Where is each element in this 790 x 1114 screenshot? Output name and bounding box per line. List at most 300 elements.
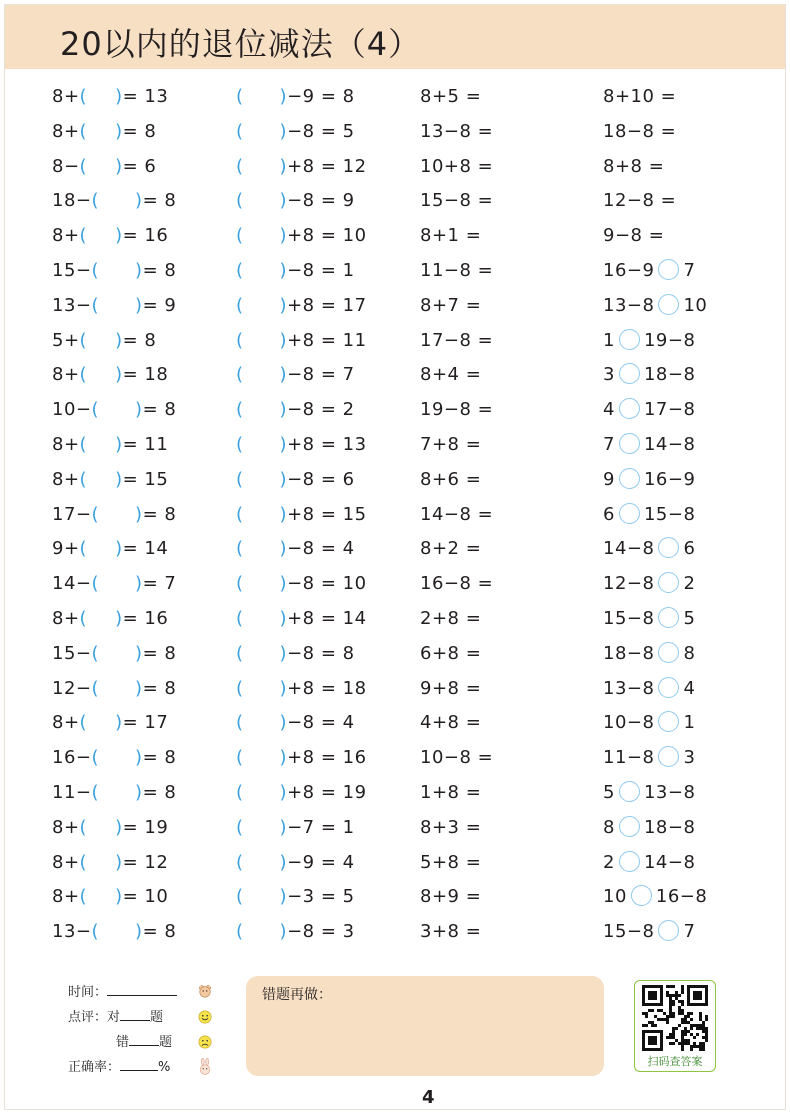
- compare-right: 8: [683, 642, 696, 664]
- compare-left: 5: [603, 781, 615, 803]
- equation-row: [603, 706, 707, 741]
- equation-row: [236, 80, 367, 115]
- answer-bracket-close: ): [135, 259, 143, 281]
- answer-bracket-close: ): [279, 294, 288, 316]
- compare-right: 18−8: [643, 364, 696, 386]
- compare-circle[interactable]: [619, 433, 640, 454]
- compare-right: 6: [683, 538, 696, 560]
- equation-row: [236, 324, 367, 359]
- answer-bracket-open[interactable]: (: [236, 573, 244, 595]
- equation-row: [52, 880, 176, 915]
- equation-suffix: +8 = 18: [287, 677, 367, 699]
- answer-bracket-open[interactable]: (: [91, 677, 100, 699]
- time-row: [68, 980, 177, 1005]
- compare-circle[interactable]: [619, 503, 640, 524]
- equation-prefix: 18−: [52, 190, 92, 212]
- equation-row: [236, 811, 367, 846]
- compare-right: 16−8: [655, 886, 708, 908]
- equation-row[interactable]: 17−8 =: [420, 329, 494, 351]
- answer-bracket-close: ): [115, 538, 123, 560]
- answer-bracket-open[interactable]: (: [236, 86, 244, 107]
- equation-row[interactable]: 16−8 =: [420, 573, 494, 595]
- compare-circle[interactable]: [658, 711, 679, 732]
- answer-bracket-close: ): [279, 781, 288, 803]
- compare-circle[interactable]: [658, 607, 679, 628]
- equation-row: [52, 324, 176, 359]
- compare-left: 14−8: [603, 538, 655, 560]
- answer-bracket-open[interactable]: (: [236, 538, 244, 560]
- compare-right: 17−8: [643, 399, 696, 421]
- answer-bracket-close: ): [135, 642, 143, 664]
- equation-prefix: 8+: [52, 816, 80, 838]
- compare-circle[interactable]: [619, 781, 640, 802]
- equation-row[interactable]: 10−8 =: [420, 747, 494, 769]
- equation-row: [52, 602, 176, 637]
- equation-suffix: −8 = 7: [287, 364, 355, 386]
- equation-suffix: = 8: [142, 399, 177, 421]
- equation-prefix: 8+: [52, 120, 80, 142]
- answer-bracket-close: ): [279, 399, 288, 421]
- answer-bracket-open[interactable]: (: [236, 886, 244, 908]
- equation-prefix: 11−: [52, 781, 92, 803]
- answer-bracket-close: ): [279, 851, 288, 873]
- equation-row[interactable]: 19−8 =: [420, 399, 494, 421]
- compare-left: 13−8: [603, 677, 655, 699]
- answer-bracket-open[interactable]: (: [236, 468, 244, 490]
- equation-suffix: +8 = 16: [287, 747, 367, 769]
- equation-row[interactable]: 8+5 =: [420, 86, 482, 107]
- equation-prefix: 8+: [52, 468, 80, 490]
- answer-bracket-open[interactable]: (: [236, 190, 244, 212]
- answer-bracket-open[interactable]: (: [79, 155, 88, 177]
- equation-suffix: = 17: [122, 712, 169, 734]
- equation-suffix: −3 = 5: [287, 886, 355, 908]
- answer-bracket-open[interactable]: (: [236, 399, 244, 421]
- equation-row[interactable]: 8+2 =: [420, 538, 482, 560]
- equation-row[interactable]: 7+8 =: [420, 433, 482, 455]
- equation-row: [603, 324, 707, 359]
- equation-row: [52, 80, 176, 115]
- equation-suffix: −7 = 1: [287, 816, 355, 838]
- answer-bracket-open[interactable]: (: [236, 781, 244, 803]
- compare-right: 15−8: [643, 503, 696, 525]
- compare-circle[interactable]: [619, 468, 640, 489]
- equation-suffix: = 9: [142, 294, 177, 316]
- compare-left: 13−8: [603, 294, 655, 316]
- answer-bracket-close: ): [279, 573, 288, 595]
- equation-row: [236, 672, 367, 707]
- equation-row: [236, 915, 367, 950]
- equation-suffix: = 8: [122, 120, 157, 142]
- equation-suffix: +8 = 15: [287, 503, 367, 525]
- equation-row: [603, 811, 707, 846]
- equation-row: [236, 393, 367, 428]
- time-blank[interactable]: [107, 981, 177, 996]
- answer-bracket-close: ): [115, 329, 123, 351]
- compare-left: 8+8 =: [603, 155, 665, 177]
- equation-row: [603, 567, 707, 602]
- equation-row: [603, 463, 707, 498]
- answer-bracket-open[interactable]: (: [91, 781, 100, 803]
- equation-row: [603, 80, 707, 115]
- answer-bracket-open[interactable]: (: [236, 503, 244, 525]
- equation-row: [52, 811, 176, 846]
- equation-row[interactable]: 8+6 =: [420, 468, 482, 490]
- equation-row: [603, 254, 707, 289]
- compare-right: 16−9: [643, 468, 696, 490]
- equation-suffix: −8 = 6: [287, 468, 355, 490]
- wrong-questions-title: 错题再做：: [262, 987, 332, 1003]
- equation-prefix: 13−: [52, 294, 92, 316]
- compare-left: 15−8: [603, 607, 655, 629]
- answer-bracket-open[interactable]: (: [236, 120, 244, 142]
- equation-prefix: 15−: [52, 259, 92, 281]
- equation-row[interactable]: 11−8 =: [420, 259, 494, 281]
- compare-left: 3: [603, 364, 615, 386]
- answer-bracket-close: ): [115, 607, 123, 629]
- equation-row: [603, 880, 707, 915]
- equation-prefix: 10−: [52, 399, 92, 421]
- compare-left: 9−8 =: [603, 225, 665, 247]
- equation-row[interactable]: 4+8 =: [420, 712, 482, 734]
- answer-bracket-close: ): [135, 573, 143, 595]
- column-2: [236, 80, 367, 950]
- equation-suffix: = 18: [122, 364, 169, 386]
- equation-suffix: = 19: [122, 816, 169, 838]
- compare-right: 1: [683, 712, 696, 734]
- compare-left: 1: [603, 329, 615, 351]
- compare-left: 18−8: [603, 642, 655, 664]
- equation-row: [236, 463, 367, 498]
- compare-circle[interactable]: [619, 398, 640, 419]
- answer-bracket-close: ): [279, 120, 288, 142]
- equation-row: [236, 184, 367, 219]
- compare-right: 18−8: [643, 816, 696, 838]
- answer-bracket-close: ): [279, 433, 288, 455]
- answer-bracket-close: ): [135, 921, 143, 943]
- equation-row: [52, 150, 176, 185]
- answer-bracket-open[interactable]: (: [79, 329, 88, 351]
- compare-left: 2: [603, 851, 615, 873]
- equation-row: [52, 498, 176, 533]
- equation-suffix: = 7: [142, 573, 177, 595]
- percent-sign: %: [158, 1060, 171, 1075]
- column-3: [420, 80, 493, 950]
- compare-circle[interactable]: [658, 746, 679, 767]
- answer-bracket-open[interactable]: (: [79, 120, 88, 142]
- compare-circle[interactable]: [658, 537, 679, 558]
- equation-row: [236, 498, 367, 533]
- equation-suffix: = 8: [142, 503, 177, 525]
- equation-row[interactable]: 8+4 =: [420, 364, 482, 386]
- compare-left: 6: [603, 503, 615, 525]
- equation-suffix: = 8: [142, 190, 177, 212]
- answer-bracket-open[interactable]: (: [236, 747, 244, 769]
- equation-prefix: 12−: [52, 677, 92, 699]
- answer-bracket-open[interactable]: (: [79, 816, 88, 838]
- compare-left: 8: [603, 816, 615, 838]
- wrong-questions-box[interactable]: [246, 976, 604, 1076]
- answer-bracket-close: ): [279, 642, 288, 664]
- answer-bracket-open[interactable]: (: [236, 607, 244, 629]
- answer-bracket-open[interactable]: (: [236, 364, 244, 386]
- answer-bracket-close: ): [135, 294, 143, 316]
- answer-bracket-open[interactable]: (: [91, 747, 100, 769]
- equation-suffix: = 6: [122, 155, 157, 177]
- accuracy-blank[interactable]: [120, 1056, 158, 1071]
- compare-circle[interactable]: [631, 885, 652, 906]
- equation-row: [52, 532, 176, 567]
- equation-suffix: = 16: [122, 607, 169, 629]
- equation-row: [236, 254, 367, 289]
- equation-row: [236, 741, 367, 776]
- answer-bracket-close: ): [279, 607, 288, 629]
- answer-bracket-open[interactable]: (: [236, 816, 244, 838]
- compare-left: 11−8: [603, 747, 655, 769]
- compare-circle[interactable]: [658, 572, 679, 593]
- smile-icon: [198, 1010, 212, 1024]
- correct-blank[interactable]: [120, 1006, 150, 1021]
- page-title: 20以内的退位减法（4）: [60, 25, 422, 63]
- answer-bracket-open[interactable]: (: [91, 259, 100, 281]
- answer-bracket-close: ): [135, 399, 143, 421]
- equation-row: [236, 150, 367, 185]
- compare-left: 9: [603, 468, 615, 490]
- answer-bracket-open[interactable]: (: [236, 921, 244, 943]
- compare-right: 14−8: [643, 433, 696, 455]
- equation-row[interactable]: 15−8 =: [420, 190, 494, 212]
- equation-row: [236, 706, 367, 741]
- equation-row: [236, 358, 367, 393]
- answer-bracket-open[interactable]: (: [79, 851, 88, 873]
- answer-bracket-open[interactable]: (: [79, 86, 88, 107]
- equation-row[interactable]: 5+8 =: [420, 851, 482, 873]
- equation-suffix: +8 = 14: [287, 607, 367, 629]
- compare-right: 19−8: [643, 329, 696, 351]
- equation-row[interactable]: 1+8 =: [420, 781, 482, 803]
- compare-circle[interactable]: [619, 851, 640, 872]
- compare-circle[interactable]: [658, 642, 679, 663]
- answer-bracket-close: ): [279, 712, 288, 734]
- answer-bracket-open[interactable]: (: [236, 155, 244, 177]
- compare-left: 8+10 =: [603, 86, 677, 107]
- equation-row: [236, 602, 367, 637]
- qr-caption: 扫码查答案: [647, 1055, 703, 1068]
- answer-bracket-open[interactable]: (: [236, 851, 244, 873]
- equation-row: [52, 115, 176, 150]
- equation-row: [52, 776, 176, 811]
- answer-bracket-close: ): [279, 190, 288, 212]
- equation-prefix: 8+: [52, 364, 80, 386]
- answer-bracket-open[interactable]: (: [91, 294, 100, 316]
- answer-bracket-close: ): [279, 225, 288, 247]
- answer-bracket-open[interactable]: (: [236, 329, 244, 351]
- compare-circle[interactable]: [619, 816, 640, 837]
- equation-row: [52, 706, 176, 741]
- equation-row[interactable]: 8+1 =: [420, 225, 482, 247]
- answer-bracket-open[interactable]: (: [91, 190, 100, 212]
- answer-bracket-open[interactable]: (: [91, 921, 100, 943]
- ti-label-2: 题: [159, 1035, 173, 1050]
- equation-suffix: = 8: [142, 259, 177, 281]
- answer-bracket-close: ): [135, 781, 143, 803]
- equation-suffix: = 8: [122, 329, 157, 351]
- compare-left: 12−8 =: [603, 190, 677, 212]
- accuracy-row: [68, 1055, 177, 1080]
- answer-bracket-close: ): [115, 712, 123, 734]
- answer-bracket-close: ): [115, 816, 123, 838]
- answer-bracket-close: ): [279, 155, 288, 177]
- compare-right: 10: [683, 294, 708, 316]
- equation-suffix: = 16: [122, 225, 169, 247]
- equation-row[interactable]: 10+8 =: [420, 155, 494, 177]
- wrong-row: [68, 1030, 177, 1055]
- compare-right: 2: [683, 573, 696, 595]
- equation-row: [52, 915, 176, 950]
- equation-row: [603, 846, 707, 881]
- equation-suffix: +8 = 19: [287, 781, 367, 803]
- compare-circle[interactable]: [658, 259, 679, 280]
- compare-left: 4: [603, 399, 615, 421]
- equation-row[interactable]: 6+8 =: [420, 642, 482, 664]
- equation-prefix: 17−: [52, 503, 92, 525]
- equation-row: [236, 776, 367, 811]
- equation-suffix: +8 = 10: [287, 225, 367, 247]
- equation-suffix: −9 = 4: [287, 851, 355, 873]
- equation-row: [52, 358, 176, 393]
- answer-bracket-close: ): [135, 503, 143, 525]
- answer-bracket-close: ): [279, 921, 288, 943]
- equation-row: [52, 254, 176, 289]
- equation-row[interactable]: 13−8 =: [420, 120, 494, 142]
- equation-row[interactable]: 8+7 =: [420, 294, 482, 316]
- compare-right: 3: [683, 747, 696, 769]
- equation-row: [236, 880, 367, 915]
- accuracy-label: 正确率：: [68, 1060, 121, 1075]
- correct-row: [68, 1005, 177, 1030]
- compare-circle[interactable]: [658, 677, 679, 698]
- sad-face-icon: [198, 1035, 212, 1049]
- answer-bracket-open[interactable]: (: [236, 677, 244, 699]
- equation-suffix: = 14: [122, 538, 169, 560]
- answer-bracket-close: ): [115, 364, 123, 386]
- page-number: 4: [422, 1087, 435, 1108]
- answer-bracket-open[interactable]: (: [79, 468, 88, 490]
- compare-circle[interactable]: [619, 363, 640, 384]
- equation-suffix: = 8: [142, 747, 177, 769]
- compare-circle[interactable]: [658, 294, 679, 315]
- answer-bracket-close: ): [279, 816, 288, 838]
- equation-prefix: 15−: [52, 642, 92, 664]
- answer-bracket-close: ): [115, 468, 123, 490]
- qr-code-panel[interactable]: [634, 980, 716, 1072]
- equation-row: [603, 219, 707, 254]
- equation-prefix: 9+: [52, 538, 80, 560]
- time-label: 时间：: [68, 985, 108, 1000]
- equation-row[interactable]: 3+8 =: [420, 921, 482, 943]
- equation-row: [52, 184, 176, 219]
- equation-row: [603, 915, 707, 950]
- answer-bracket-open[interactable]: (: [79, 886, 88, 908]
- compare-circle[interactable]: [658, 920, 679, 941]
- equation-row: [236, 567, 367, 602]
- equation-suffix: −8 = 9: [287, 190, 355, 212]
- equation-suffix: = 8: [142, 781, 177, 803]
- answer-bracket-open[interactable]: (: [79, 364, 88, 386]
- answer-bracket-open[interactable]: (: [79, 712, 88, 734]
- equation-row: [236, 846, 367, 881]
- wrong-blank[interactable]: [129, 1031, 159, 1046]
- answer-bracket-open[interactable]: (: [79, 225, 88, 247]
- compare-left: 18−8 =: [603, 120, 677, 142]
- answer-bracket-close: ): [115, 851, 123, 873]
- equation-prefix: 13−: [52, 921, 92, 943]
- equation-suffix: −8 = 8: [287, 642, 355, 664]
- answer-bracket-open[interactable]: (: [79, 607, 88, 629]
- compare-left: 7: [603, 433, 615, 455]
- wrong-label: 错: [116, 1035, 130, 1050]
- equation-suffix: −8 = 1: [287, 259, 355, 281]
- equation-row[interactable]: 8+9 =: [420, 886, 482, 908]
- equation-prefix: 5+: [52, 329, 80, 351]
- equation-suffix: = 12: [122, 851, 169, 873]
- answer-bracket-open[interactable]: (: [91, 642, 100, 664]
- rabbit-icon: [198, 1057, 212, 1077]
- answer-bracket-open[interactable]: (: [91, 399, 100, 421]
- compare-right: 5: [683, 607, 696, 629]
- answer-bracket-close: ): [279, 86, 288, 107]
- answer-bracket-close: ): [115, 225, 123, 247]
- compare-circle[interactable]: [619, 329, 640, 350]
- answer-bracket-open[interactable]: (: [236, 642, 244, 664]
- equation-suffix: −9 = 8: [287, 86, 355, 107]
- answer-bracket-open[interactable]: (: [236, 712, 244, 734]
- equation-prefix: 8+: [52, 86, 80, 107]
- equation-row: [52, 428, 176, 463]
- answer-bracket-open[interactable]: (: [91, 503, 100, 525]
- qr-code-icon: [642, 985, 708, 1051]
- review-label: 点评：对: [68, 1010, 121, 1025]
- equation-row[interactable]: 9+8 =: [420, 677, 482, 699]
- equation-row: [603, 532, 707, 567]
- answer-bracket-open[interactable]: (: [236, 294, 244, 316]
- equation-row[interactable]: 8+3 =: [420, 816, 482, 838]
- ti-label-1: 题: [150, 1010, 164, 1025]
- equation-row[interactable]: 2+8 =: [420, 607, 482, 629]
- equation-row: [52, 393, 176, 428]
- answer-bracket-open[interactable]: (: [91, 573, 100, 595]
- answer-bracket-open[interactable]: (: [79, 538, 88, 560]
- equation-row: [603, 498, 707, 533]
- answer-bracket-open[interactable]: (: [236, 225, 244, 247]
- equation-suffix: −8 = 10: [287, 573, 367, 595]
- equation-suffix: = 8: [142, 677, 177, 699]
- answer-bracket-close: ): [115, 433, 123, 455]
- answer-bracket-open[interactable]: (: [79, 433, 88, 455]
- equation-row[interactable]: 14−8 =: [420, 503, 494, 525]
- compare-left: 10−8: [603, 712, 655, 734]
- answer-bracket-open[interactable]: (: [236, 259, 244, 281]
- equation-prefix: 8+: [52, 851, 80, 873]
- equation-suffix: +8 = 13: [287, 433, 367, 455]
- answer-bracket-open[interactable]: (: [236, 433, 244, 455]
- compare-right: 7: [683, 921, 696, 943]
- answer-bracket-close: ): [279, 677, 288, 699]
- equation-prefix: 8+: [52, 225, 80, 247]
- equation-prefix: 14−: [52, 573, 92, 595]
- answer-bracket-close: ): [279, 503, 288, 525]
- equation-row: [236, 532, 367, 567]
